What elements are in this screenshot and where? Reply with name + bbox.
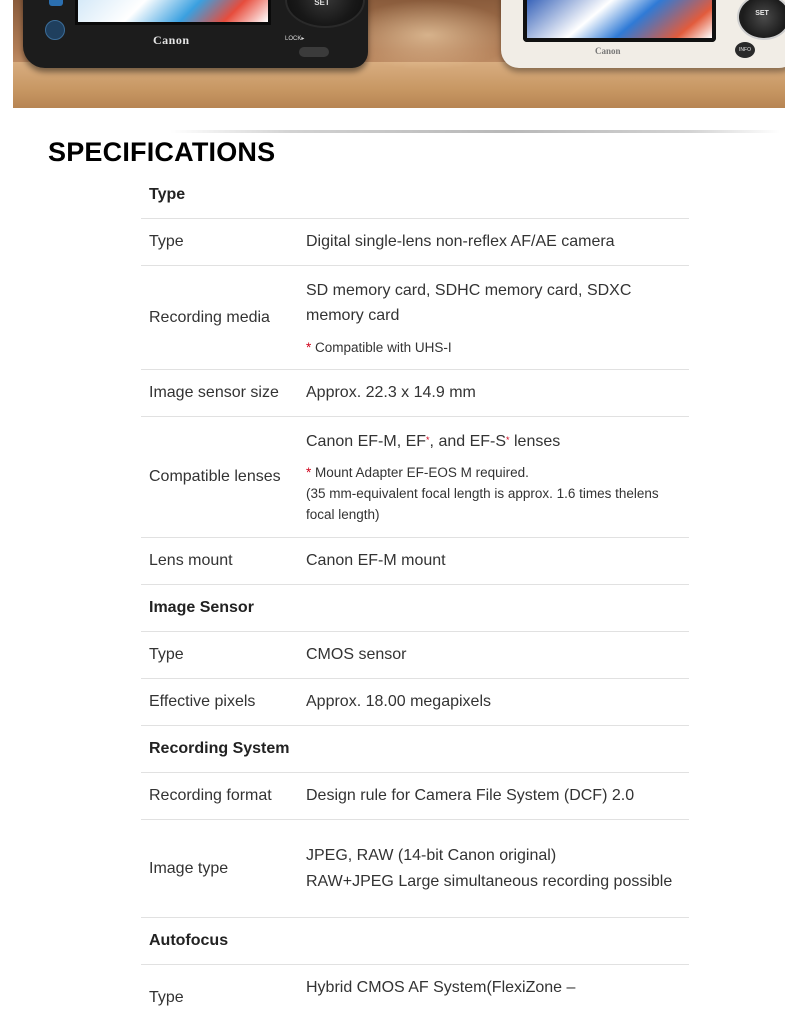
- section-title: Image Sensor: [149, 599, 254, 616]
- camera-right: [501, 0, 785, 68]
- spec-label: Effective pixels: [149, 693, 256, 710]
- section-title: Recording System: [149, 740, 290, 757]
- lens-text-part: Canon EF-M, EF: [306, 432, 427, 450]
- note-marker: *: [506, 434, 510, 445]
- spec-table: [141, 172, 689, 1035]
- camera-right-dial: [737, 0, 785, 40]
- spec-label: Lens mount: [149, 552, 233, 569]
- spec-row-sensor-type: [141, 632, 689, 679]
- spec-label: Image sensor size: [149, 384, 279, 401]
- hero-product-photo: [13, 0, 785, 108]
- hero-light: [343, 0, 513, 70]
- spec-value-text: RAW+JPEG Large simultaneous recording possible: [306, 872, 673, 890]
- spec-value: Approx. 22.3 x 14.9 mm: [306, 384, 476, 402]
- section-title: Type: [149, 186, 186, 203]
- spec-note-text: Compatible with UHS-I: [315, 339, 452, 355]
- camera-left-dial-label: SET: [314, 0, 330, 7]
- spec-row-image-sensor-size: [141, 370, 689, 417]
- spec-label: Image type: [149, 859, 229, 877]
- spec-note-text: (35 mm-equivalent focal length is approx. 1.6 times thelens focal length): [306, 486, 659, 523]
- camera-left-lock-label: LOCK▸: [285, 36, 305, 42]
- spec-value-text: JPEG, RAW (14-bit Canon original): [306, 847, 557, 864]
- spec-label: Compatible lenses: [149, 468, 281, 485]
- spec-row-image-type: [141, 820, 689, 918]
- spec-row-compatible-lenses: [141, 417, 689, 538]
- spec-label: Type: [149, 989, 184, 1006]
- spec-value: Canon EF-M mount: [306, 552, 446, 570]
- lens-text-part: , and EF-S: [429, 432, 507, 450]
- spec-value: [306, 278, 689, 358]
- camera-right-dial-label: SET: [755, 10, 769, 17]
- spec-value: Digital single-lens non-reflex AF/AE camera: [306, 233, 615, 251]
- spec-value: Design rule for Camera File System (DCF) 2.0: [306, 787, 635, 805]
- spec-note: [306, 462, 689, 525]
- spec-label: Type: [149, 233, 184, 250]
- note-marker: *: [306, 465, 312, 481]
- camera-right-screen: [523, 0, 716, 42]
- section-header-autofocus: [141, 918, 689, 965]
- spec-row-type: [141, 219, 689, 266]
- spec-row-recording-format: [141, 773, 689, 820]
- section-header-recording-system: [141, 726, 689, 773]
- spec-note: [306, 337, 689, 358]
- spec-value: [306, 429, 689, 526]
- spec-value: Hybrid CMOS AF System(FlexiZone –: [306, 979, 576, 996]
- spec-row-effective-pixels: [141, 679, 689, 726]
- camera-left: [23, 0, 368, 68]
- camera-right-brand: Canon: [595, 46, 621, 56]
- lens-text-part: lenses: [509, 432, 561, 450]
- camera-left-lever: [299, 47, 329, 57]
- spec-value-text: SD memory card, SDHC memory card, SDXC memory card: [306, 281, 632, 324]
- spec-value: CMOS sensor: [306, 646, 407, 664]
- note-marker: *: [306, 339, 312, 355]
- spec-label: Recording media: [149, 308, 270, 326]
- title-divider: [170, 130, 780, 133]
- section-title: Autofocus: [149, 932, 229, 949]
- camera-button-icon: [45, 20, 65, 40]
- camera-left-screen: [75, 0, 271, 25]
- camera-button-icon: [49, 0, 63, 6]
- spec-row-recording-media: [141, 266, 689, 370]
- spec-value-text: [306, 429, 689, 455]
- spec-label: Recording format: [149, 787, 272, 804]
- camera-left-brand: Canon: [153, 33, 190, 47]
- spec-note-text: Mount Adapter EF-EOS M required.: [315, 465, 529, 481]
- note-marker: *: [426, 434, 430, 445]
- section-header-type: [141, 172, 689, 219]
- spec-row-lens-mount: [141, 538, 689, 585]
- spec-label: Type: [149, 646, 184, 663]
- page-title: SPECIFICATIONS: [48, 137, 276, 167]
- spec-value: Approx. 18.00 megapixels: [306, 693, 491, 711]
- spec-value: [306, 843, 689, 894]
- spec-row-af-type: [141, 965, 689, 1035]
- section-header-image-sensor: [141, 585, 689, 632]
- camera-right-info-button: INFO: [735, 42, 755, 58]
